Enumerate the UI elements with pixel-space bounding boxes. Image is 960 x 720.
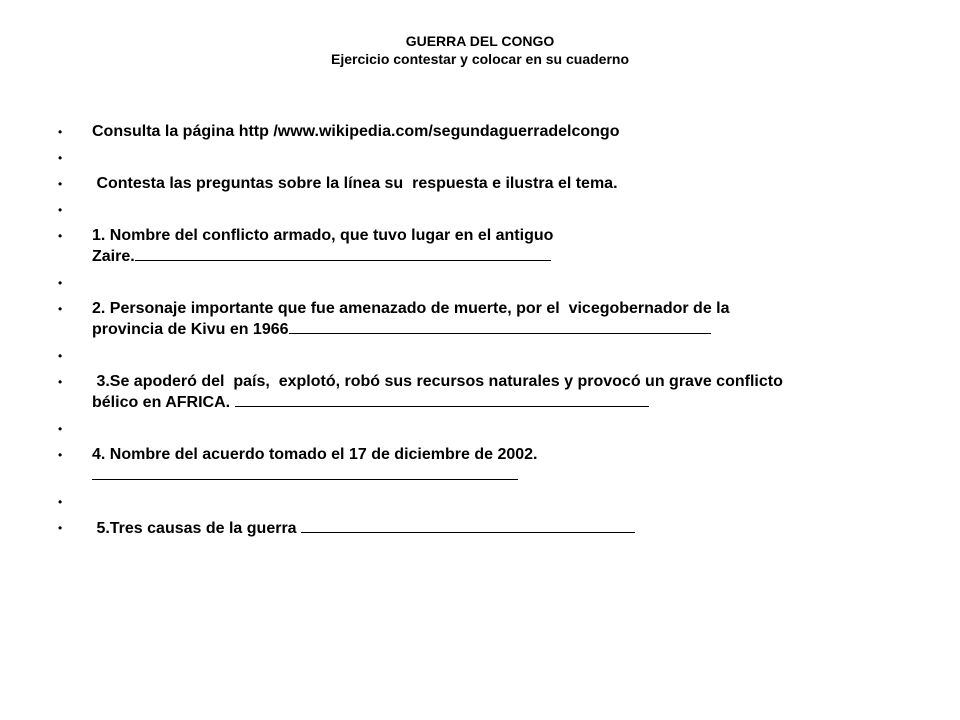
list-item-question-3 <box>58 372 878 413</box>
answer-line-1 <box>135 246 551 261</box>
list-item-question-1 <box>58 226 878 267</box>
list-item-question-4 <box>58 445 878 486</box>
answer-line-4 <box>92 465 518 480</box>
list-item-empty <box>58 273 878 293</box>
bullet-icon: • <box>58 276 63 290</box>
bullet-icon: • <box>58 495 63 509</box>
page-title: GUERRA DEL CONGO <box>405 33 555 49</box>
question-3-line-2: bélico en AFRICA. <box>92 394 235 411</box>
bullet-icon: • <box>58 375 63 389</box>
question-1-line-1: 1. Nombre del conflicto armado, que tuvo lugar en el antiguo <box>92 227 554 244</box>
question-2-line-2: provincia de Kivu en 1966 <box>92 321 289 338</box>
contesta-text: Contesta las preguntas sobre la línea su respuesta e ilustra el tema. <box>92 175 618 192</box>
question-list <box>58 122 878 539</box>
title-block <box>0 32 960 68</box>
bullet-icon: • <box>58 203 63 217</box>
bullet-icon: • <box>58 151 63 165</box>
list-item-consulta <box>58 122 878 142</box>
list-item-empty <box>58 492 878 512</box>
bullet-icon: • <box>58 302 63 316</box>
answer-line-3 <box>235 392 649 407</box>
list-item-question-5 <box>58 518 878 539</box>
bullet-icon: • <box>58 521 63 535</box>
answer-line-5 <box>301 518 635 533</box>
question-4-line-1: 4. Nombre del acuerdo tomado el 17 de diciembre de 2002. <box>92 446 538 463</box>
question-5-text: 5.Tres causas de la guerra <box>92 520 302 537</box>
question-1-line-2: Zaire. <box>92 248 135 265</box>
list-item-empty <box>58 148 878 168</box>
bullet-icon: • <box>58 125 63 139</box>
question-2-line-1: 2. Personaje importante que fue amenazado de muerte, por el vicegobernador de la <box>92 300 730 317</box>
bullet-icon: • <box>58 422 63 436</box>
list-item-contesta <box>58 174 878 194</box>
bullet-icon: • <box>58 177 63 191</box>
list-item-empty <box>58 346 878 366</box>
list-item-empty <box>58 200 878 220</box>
answer-line-2 <box>289 319 711 334</box>
question-3-line-1: 3.Se apoderó del país, explotó, robó sus recursos naturales y provocó un grave conflicto <box>92 373 783 390</box>
bullet-icon: • <box>58 448 63 462</box>
list-item-question-2 <box>58 299 878 340</box>
consulta-text: Consulta la página http /www.wikipedia.com/segundaguerradelcongo <box>92 123 620 140</box>
page-subtitle: Ejercicio contestar y colocar en su cuaderno <box>331 51 629 67</box>
bullet-icon: • <box>58 229 63 243</box>
list-item-empty <box>58 419 878 439</box>
bullet-icon: • <box>58 349 63 363</box>
